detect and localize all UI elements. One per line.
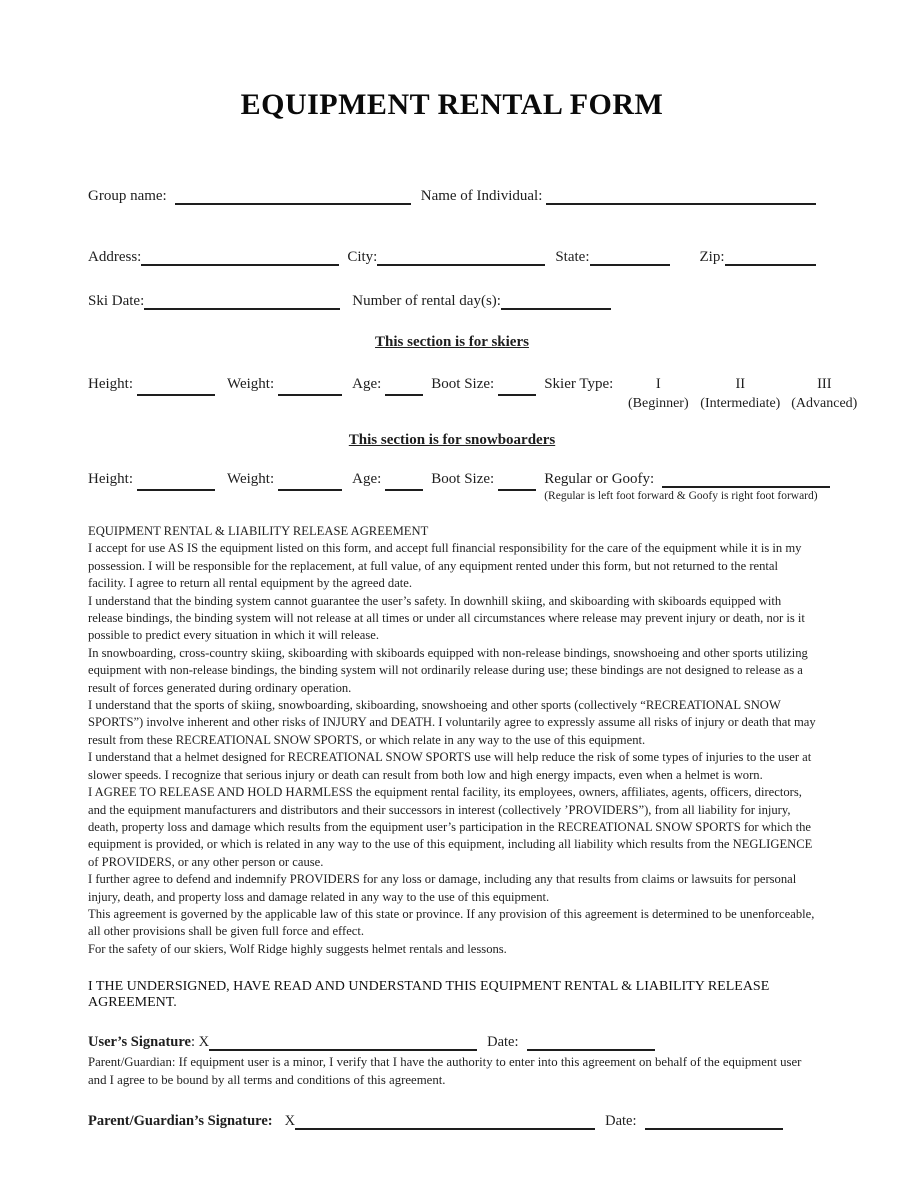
group-name-blank[interactable] — [175, 188, 411, 205]
skier-boot-size-label: Boot Size: — [431, 376, 495, 392]
state-label: State: — [555, 249, 590, 265]
city-blank[interactable] — [377, 249, 545, 266]
skiers-section-heading: This section is for skiers — [375, 334, 529, 350]
guardian-signature-row — [88, 1113, 816, 1130]
agreement-paragraph: For the safety of our skiers, Wolf Ridge highly suggests helmet rentals and lessons. — [88, 941, 507, 956]
guardian-signature-blank[interactable] — [295, 1113, 595, 1130]
skier-type-caption-beginner: (Beginner) — [627, 396, 689, 411]
snb-height-blank[interactable] — [137, 474, 215, 491]
skier-weight-label: Weight: — [227, 376, 275, 392]
snowboarders-section-heading: This section is for snowboarders — [348, 432, 556, 448]
user-signature-x: : X — [190, 1034, 210, 1051]
skier-type-numeral-1: I — [655, 376, 661, 392]
zip-blank[interactable] — [725, 249, 816, 266]
group-name-label: Group name: — [88, 188, 167, 204]
skier-type-numeral-3: III — [817, 376, 832, 392]
skier-age-label: Age: — [352, 376, 382, 392]
parent-guardian-minor-note: Parent/Guardian: If equipment user is a minor, I verify that I have the authority to enter into this agreement on behalf of the equipment user and I agree to be bound by all terms and conditions of this agreement. — [88, 1055, 802, 1087]
user-signature-blank[interactable] — [209, 1034, 477, 1051]
guardian-date-blank[interactable] — [645, 1113, 783, 1130]
page-title: EQUIPMENT RENTAL FORM — [240, 88, 664, 121]
skier-type-options — [623, 376, 861, 412]
snb-age-blank[interactable] — [385, 474, 423, 491]
address-row — [88, 249, 816, 266]
skier-type-option-intermediate[interactable] — [697, 376, 783, 412]
address-label: Address: — [88, 249, 142, 265]
guardian-signature-label: Parent/Guardian’s Signature: — [88, 1113, 273, 1130]
rental-days-blank[interactable] — [501, 293, 611, 310]
regular-or-goofy-label: Regular or Goofy: — [544, 471, 655, 487]
group-individual-row — [88, 188, 816, 205]
snb-weight-label: Weight: — [227, 471, 275, 487]
address-blank[interactable] — [141, 249, 339, 266]
zip-label: Zip: — [699, 249, 725, 265]
snb-age-label: Age: — [352, 471, 382, 487]
skier-boot-size-blank[interactable] — [498, 379, 536, 396]
regular-or-goofy-blank[interactable] — [662, 471, 830, 488]
snb-boot-size-blank[interactable] — [498, 474, 536, 491]
skier-type-label: Skier Type: — [544, 376, 614, 392]
liability-agreement — [88, 523, 816, 958]
agreement-paragraph: This agreement is governed by the applicable law of this state or province. If any provision of this agreement is determined to be unenforceable, all other provisions shall be given full force and effect. — [88, 906, 815, 939]
regular-or-goofy-row — [544, 471, 830, 488]
snowboarder-fields-row — [88, 471, 816, 502]
acknowledgement-statement: I THE UNDERSIGNED, HAVE READ AND UNDERSTAND THIS EQUIPMENT RENTAL & LIABILITY RELEASE AGREEMENT. — [88, 979, 770, 1011]
skier-type-caption-intermediate: (Intermediate) — [700, 396, 781, 411]
skier-type-caption-advanced: (Advanced) — [791, 396, 858, 411]
guardian-signature-x: X — [284, 1113, 296, 1130]
individual-name-label: Name of Individual: — [420, 188, 543, 204]
agreement-paragraph: I further agree to defend and indemnify PROVIDERS for any loss or damage, including any that results from claims or lawsuits for personal injury, death, and property loss and damage related in any way to the use of this equipment. — [88, 872, 797, 904]
snb-height-label: Height: — [88, 471, 133, 487]
agreement-paragraph: I understand that a helmet designed for RECREATIONAL SNOW SPORTS use will help reduce the risk of some types of injuries to the user at slower speeds. I recognize that serious injury or death can result from both low and high energy impacts, even when a helmet is worn. — [88, 750, 812, 782]
city-label: City: — [347, 249, 378, 265]
user-date-label: Date: — [487, 1034, 519, 1051]
regular-goofy-note: (Regular is left foot forward & Goofy is right foot forward) — [544, 490, 818, 502]
snb-weight-blank[interactable] — [278, 474, 342, 491]
state-blank[interactable] — [590, 249, 670, 266]
skier-type-numeral-2: II — [735, 376, 746, 392]
regular-or-goofy-field — [544, 471, 830, 502]
skier-fields-row — [88, 376, 858, 412]
individual-name-blank[interactable] — [546, 188, 816, 205]
agreement-paragraph: I AGREE TO RELEASE AND HOLD HARMLESS the equipment rental facility, its employees, owners, affiliates, agents, officers, directors, and the equipment manufacturers and distributors and their successors in interest (collectively ’PROVIDERS”), from all liability for injury, death, property loss and damage which results from the equipment user’s participation in the RECREATIONAL SNOW SPORTS for which the equipment is provided, or which is related in any way to the use of this equipment, including all liability which results from the NEGLIGENCE of PROVIDERS, or any other person or cause. — [88, 785, 813, 869]
agreement-paragraph: I understand that the binding system cannot guarantee the user’s safety. In downhill skiing, and skiboarding with skiboards equipped with release bindings, the binding system will not release at all times or under all circumstances where release may prevent injury or death, nor is it possible to predict every situation in which it will release. — [88, 593, 805, 643]
skier-height-blank[interactable] — [137, 379, 215, 396]
agreement-paragraph: I accept for use AS IS the equipment listed on this form, and accept full financial responsibility for the care of the equipment while it is in my possession. I will be responsible for the replacement, at full value, of any equipment rented under this form, but not returned to the rental facility. I agree to return all rental equipment by the agreed date. — [88, 541, 802, 591]
agreement-heading: EQUIPMENT RENTAL & LIABILITY RELEASE AGREEMENT — [88, 524, 429, 538]
ski-date-row — [88, 293, 816, 310]
rental-days-label: Number of rental day(s): — [352, 293, 501, 309]
guardian-date-label: Date: — [605, 1113, 637, 1130]
agreement-paragraph: In snowboarding, cross-country skiing, skiboarding with skiboards equipped with non-release bindings, snowshoeing and other sports utilizing equipment with non-release bindings, the binding system will not ordinarily release during use; these bindings are not designed to release as a result of forces generated during ordinary operation. — [88, 645, 808, 695]
user-date-blank[interactable] — [527, 1034, 655, 1051]
user-signature-label: User’s Signature — [88, 1034, 191, 1051]
skier-type-option-beginner[interactable] — [623, 376, 693, 412]
ski-date-label: Ski Date: — [88, 293, 145, 309]
skier-height-label: Height: — [88, 376, 133, 392]
ski-date-blank[interactable] — [144, 293, 340, 310]
skier-type-option-advanced[interactable] — [787, 376, 861, 412]
user-signature-row — [88, 1034, 816, 1051]
snb-boot-size-label: Boot Size: — [431, 471, 495, 487]
agreement-paragraph: I understand that the sports of skiing, snowboarding, skiboarding, snowshoeing and other sports (collectively “RECREATIONAL SNOW SPORTS”) involve inherent and other risks of INJURY and DEATH. I voluntarily agree to expressly assume all risks of injury or death that may result from these RECREATIONAL SNOW SPORTS, or which relate in any way to the use of this equipment. — [88, 698, 816, 747]
skier-age-blank[interactable] — [385, 379, 423, 396]
skier-weight-blank[interactable] — [278, 379, 342, 396]
